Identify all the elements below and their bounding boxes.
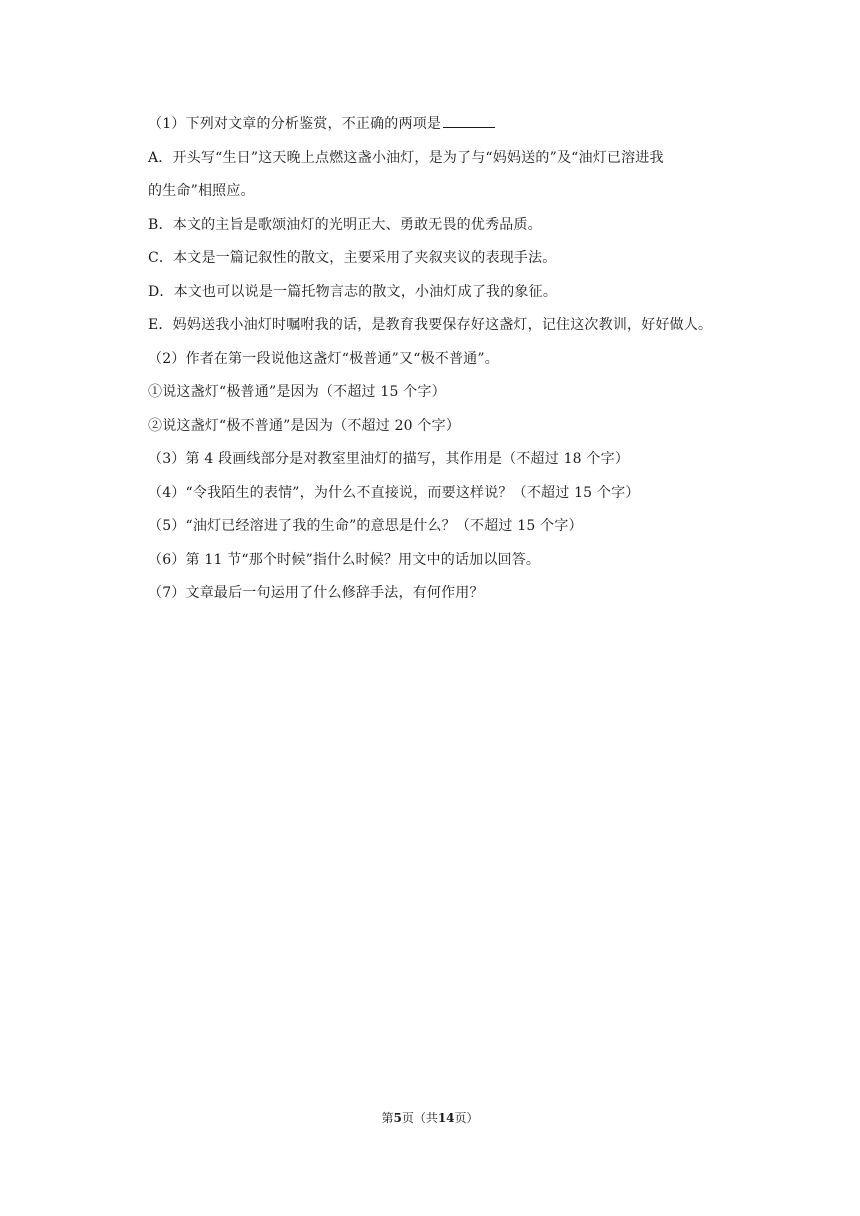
footer-prefix: 第 [381,1111,394,1125]
option-a-line-1: A．开头写“生日”这天晚上点燃这盏小油灯，是为了与“妈妈送的”及“油灯已溶进我 [148,149,664,166]
footer-total-pages: 14 [437,1111,455,1125]
footer-middle: 页（共 [401,1111,438,1125]
option-b: B．本文的主旨是歌颂油灯的光明正大、勇敢无畏的优秀品质。 [148,216,542,233]
footer-suffix: 页） [454,1111,479,1125]
footer-page-number: 5 [393,1111,402,1125]
page-footer [0,1109,860,1126]
question-2-sub-1: ①说这盏灯“极普通”是因为（不超过 15 个字） [148,384,446,400]
option-a-line-2: 的生命”相照应。 [148,183,255,199]
question-block [148,108,748,611]
option-c: C．本文是一篇记叙性的散文，主要采用了夹叙夹议的表现手法。 [148,250,557,266]
question-7: （7）文章最后一句运用了什么修辞手法，有何作用？ [148,585,484,601]
option-d: D．本文也可以说是一篇托物言志的散文，小油灯成了我的象征。 [148,283,558,300]
question-5: （5）“油灯已经溶进了我的生命”的意思是什么？（不超过 15 个字） [148,518,583,534]
question-6: （6）第 11 节“那个时候”指什么时候？用文中的话加以回答。 [148,551,541,568]
question-1 [148,108,748,142]
question-2-sub-2: ②说这盏灯“极不普通”是因为（不超过 20 个字） [148,417,461,434]
question-1-text: （1）下列对文章的分析鉴赏，不正确的两项是 [148,116,442,132]
question-4: （4）“令我陌生的表情”，为什么不直接说，而要这样说？（不超过 15 个字） [148,484,640,501]
option-e: E．妈妈送我小油灯时嘱咐我的话，是教育我要保存好这盏灯，记住这次教训，好好做人。 [148,317,713,333]
answer-blank [443,113,495,128]
question-3: （3）第 4 段画线部分是对教室里油灯的描写，其作用是（不超过 18 个字） [148,451,630,467]
question-2: （2）作者在第一段说他这盏灯“极普通”又“极不普通”。 [148,350,499,367]
